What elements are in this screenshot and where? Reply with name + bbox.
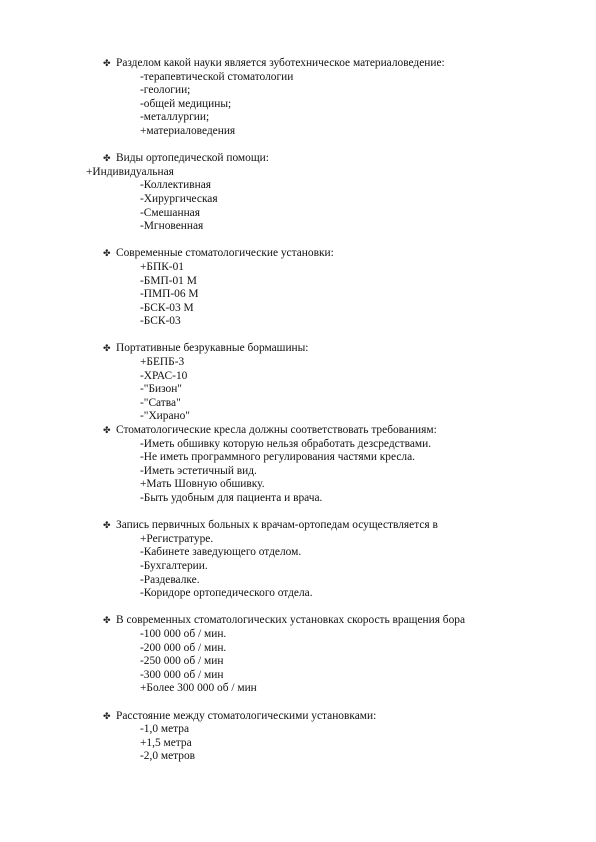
question-6 <box>0 519 596 533</box>
bullet-icon: ✤ <box>103 425 111 436</box>
answer-option: -200 000 об / мин. <box>140 641 227 654</box>
answer-option: +материаловедения <box>140 124 236 137</box>
answer-option: -БМП-01 М <box>140 274 197 287</box>
answer-option: +1,5 метра <box>140 736 192 749</box>
bullet-icon: ✤ <box>103 520 111 531</box>
answer-option: +Мать Шовную обшивку. <box>140 478 265 491</box>
answer-option: -250 000 об / мин <box>140 655 224 668</box>
question-8 <box>0 710 596 724</box>
answer-option: -геологии; <box>140 84 191 97</box>
question-text: Разделом какой науки является зуботехническое материаловедение: <box>116 57 445 69</box>
bullet-icon: ✤ <box>103 248 111 259</box>
answer-option: -Иметь обшивку которую нельзя обработать дезсредствами. <box>140 437 432 450</box>
answer-option: -терапевтической стоматологии <box>140 70 294 83</box>
question-text: Запись первичных больных к врачам-ортопедам осуществляется в <box>116 519 438 532</box>
answer-option: -Не иметь программного регулирования частями кресла. <box>140 451 415 464</box>
question-2 <box>0 152 596 166</box>
question-7 <box>0 614 596 628</box>
answer-option: -Коридоре ортопедического отдела. <box>140 587 313 600</box>
top-margin <box>0 0 596 57</box>
answer-option: -2,0 метров <box>140 750 196 763</box>
question-text: Современные стоматологические установки: <box>116 247 334 260</box>
answer-option: -металлургии; <box>140 111 210 124</box>
bullet-icon: ✤ <box>103 58 111 68</box>
answer-option: -"Хирано" <box>140 410 190 423</box>
answer-option: +Более 300 000 об / мин <box>140 682 257 695</box>
answer-option: -Иметь эстетичный вид. <box>140 464 257 477</box>
question-4 <box>0 342 596 356</box>
answer-option: -"Бизон" <box>140 383 182 396</box>
question-text: Портативные безрукавные бормашины: <box>116 342 309 355</box>
answer-option: -1,0 метра <box>140 723 190 736</box>
spacer <box>0 601 596 615</box>
question-text: В современных стоматологических установках скорость вращения бора <box>116 614 466 627</box>
question-text: Расстояние между стоматологическими установками: <box>116 709 377 722</box>
spacer <box>0 329 596 343</box>
answer-option: -ХРАС-10 <box>140 369 188 382</box>
answer-option: -Быть удобным для пациента и врача. <box>140 492 323 504</box>
answer-option: -Кабинете заведующего отделом. <box>140 546 302 559</box>
answer-option: -общей медицины; <box>140 97 232 110</box>
answer-option: +БПК-01 <box>140 260 184 273</box>
spacer <box>0 139 596 153</box>
answer-option: -"Сатва" <box>140 396 181 409</box>
answer-option: -Бухгалтерии. <box>140 559 208 572</box>
question-text: Стоматологические кресла должны соответствовать требованиям: <box>116 424 437 437</box>
bullet-icon: ✤ <box>103 153 111 164</box>
answer-option: -100 000 об / мин. <box>140 627 227 640</box>
question-5 <box>0 424 596 438</box>
answer-option: -БСК-03 <box>140 315 181 328</box>
answer-option: +Индивидуальная <box>86 165 174 178</box>
bullet-icon: ✤ <box>103 343 111 354</box>
bullet-icon: ✤ <box>103 615 111 626</box>
answer-option: -Хирургическая <box>140 192 218 205</box>
question-3 <box>0 247 596 261</box>
answer-option: -ПМП-06 М <box>140 288 199 301</box>
question-text: Виды ортопедической помощи: <box>116 152 269 165</box>
spacer <box>0 506 596 520</box>
spacer <box>0 234 596 248</box>
answer-option: -БСК-03 М <box>140 301 194 314</box>
question-1 <box>0 57 596 71</box>
spacer <box>0 696 596 710</box>
answer-option: +БЕПБ-3 <box>140 356 185 369</box>
answer-option: -Раздевалке. <box>140 573 200 586</box>
bullet-icon: ✤ <box>103 710 111 721</box>
answer-option: +Регистратуре. <box>140 532 214 545</box>
answer-option: -300 000 об / мин <box>140 668 224 681</box>
answer-option: -Мгновенная <box>140 220 204 233</box>
answer-option: -Коллективная <box>140 179 212 192</box>
answer-option: -Смешанная <box>140 206 200 219</box>
